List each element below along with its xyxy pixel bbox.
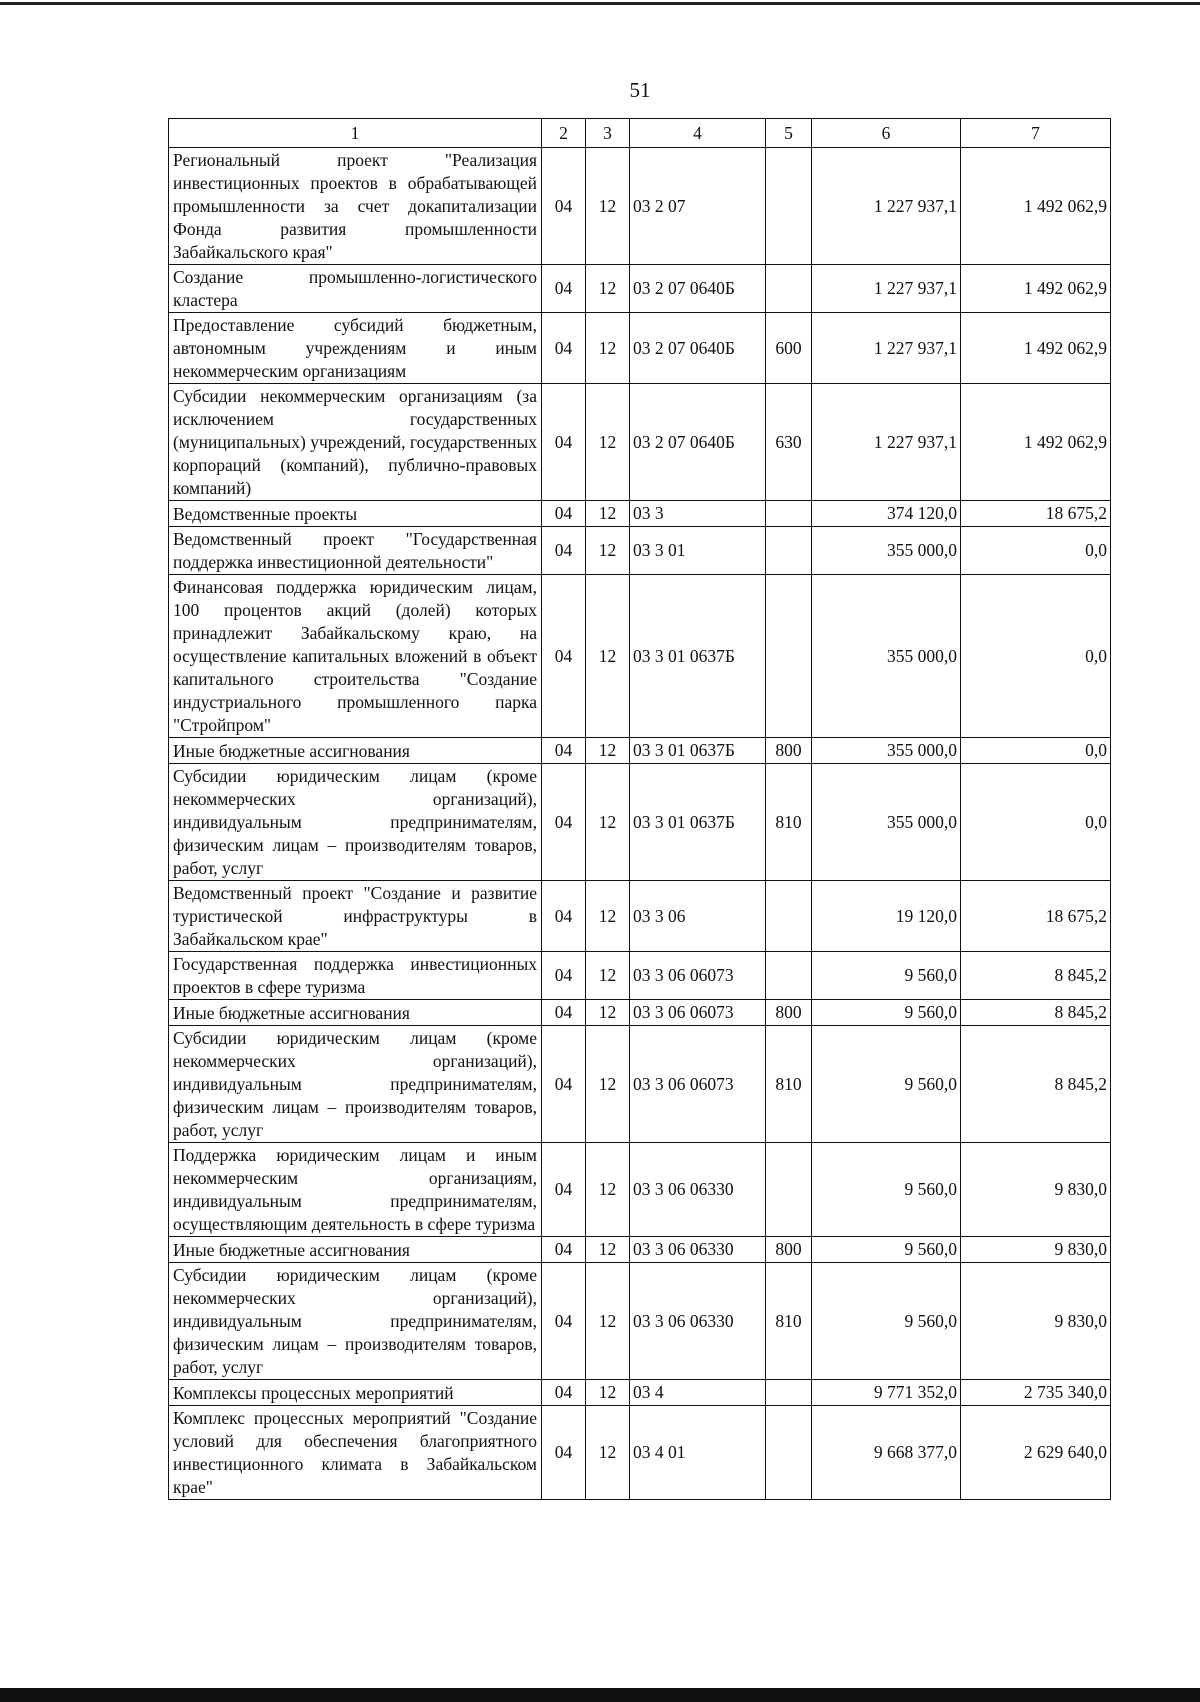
row-expense-type [766,265,812,313]
table-row [169,384,1111,501]
row-target-article: 03 3 01 0637Б [630,575,766,738]
row-amount-year-1: 19 120,0 [812,881,961,952]
row-description: Ведомственный проект "Государственная поддержка инвестиционной деятельности" [169,527,542,575]
row-subsection-code: 12 [586,148,630,265]
row-amount-year-1: 1 227 937,1 [812,384,961,501]
row-description: Субсидии некоммерческим организациям (за исключением государственных (муниципальных) учреждений, государственных корпораций (компаний), публично-правовых компаний) [169,384,542,501]
row-description: Субсидии юридическим лицам (кроме некоммерческих организаций), индивидуальным предпринимателям, физическим лицам – производителям товаров, работ, услуг [169,1263,542,1380]
row-target-article: 03 3 06 06330 [630,1263,766,1380]
row-section-code: 04 [542,575,586,738]
row-amount-year-1: 9 560,0 [812,1026,961,1143]
row-amount-year-1: 1 227 937,1 [812,265,961,313]
row-amount-year-1: 9 560,0 [812,1000,961,1026]
table-row [169,881,1111,952]
row-description: Финансовая поддержка юридическим лицам, 100 процентов акций (долей) которых принадлежит Забайкальскому краю, на осуществление капитальных вложений в объект капитального строительства "Создание индустриального промышленного парка "Стройпром" [169,575,542,738]
row-expense-type: 800 [766,1237,812,1263]
row-amount-year-2: 8 845,2 [961,1000,1111,1026]
row-subsection-code: 12 [586,313,630,384]
row-section-code: 04 [542,738,586,764]
row-target-article: 03 3 06 06330 [630,1237,766,1263]
row-target-article: 03 2 07 0640Б [630,313,766,384]
row-target-article: 03 3 01 [630,527,766,575]
row-description: Ведомственные проекты [169,501,542,527]
table-row [169,501,1111,527]
row-target-article: 03 3 06 06073 [630,952,766,1000]
table-row [169,764,1111,881]
row-target-article: 03 2 07 0640Б [630,384,766,501]
row-subsection-code: 12 [586,1000,630,1026]
table-row [169,313,1111,384]
row-description: Субсидии юридическим лицам (кроме некоммерческих организаций), индивидуальным предпринимателям, физическим лицам – производителям товаров, работ, услуг [169,1026,542,1143]
row-section-code: 04 [542,1380,586,1406]
row-subsection-code: 12 [586,1026,630,1143]
row-expense-type [766,881,812,952]
row-amount-year-1: 9 560,0 [812,1143,961,1237]
row-amount-year-1: 9 771 352,0 [812,1380,961,1406]
row-target-article: 03 3 06 06073 [630,1026,766,1143]
table-header-row [169,119,1111,148]
row-subsection-code: 12 [586,1380,630,1406]
row-section-code: 04 [542,1026,586,1143]
row-section-code: 04 [542,313,586,384]
row-description: Иные бюджетные ассигнования [169,1000,542,1026]
row-amount-year-2: 18 675,2 [961,501,1111,527]
row-amount-year-2: 9 830,0 [961,1143,1111,1237]
row-expense-type [766,1380,812,1406]
row-subsection-code: 12 [586,501,630,527]
table-row [169,1143,1111,1237]
table-row [169,1000,1111,1026]
row-description: Иные бюджетные ассигнования [169,738,542,764]
row-amount-year-1: 1 227 937,1 [812,148,961,265]
row-description: Региональный проект "Реализация инвестиционных проектов в обрабатывающей промышленности за счет докапитализации Фонда развития промышленности Забайкальского края" [169,148,542,265]
row-section-code: 04 [542,1406,586,1500]
row-target-article: 03 3 [630,501,766,527]
header-cell: 6 [812,119,961,148]
row-target-article: 03 3 01 0637Б [630,764,766,881]
row-expense-type [766,501,812,527]
row-target-article: 03 3 06 [630,881,766,952]
table-row [169,148,1111,265]
table-row [169,265,1111,313]
row-subsection-code: 12 [586,575,630,738]
row-target-article: 03 3 01 0637Б [630,738,766,764]
header-cell: 7 [961,119,1111,148]
scan-top-edge [0,2,1200,5]
row-description: Государственная поддержка инвестиционных проектов в сфере туризма [169,952,542,1000]
row-amount-year-1: 355 000,0 [812,527,961,575]
table-row [169,527,1111,575]
row-section-code: 04 [542,764,586,881]
row-amount-year-2: 2 735 340,0 [961,1380,1111,1406]
row-amount-year-1: 355 000,0 [812,738,961,764]
row-expense-type [766,1406,812,1500]
row-amount-year-1: 374 120,0 [812,501,961,527]
row-amount-year-1: 355 000,0 [812,575,961,738]
row-target-article: 03 4 01 [630,1406,766,1500]
scan-bottom-edge [0,1688,1200,1702]
row-amount-year-2: 8 845,2 [961,952,1111,1000]
row-section-code: 04 [542,952,586,1000]
row-expense-type [766,148,812,265]
row-expense-type [766,575,812,738]
table-row [169,1380,1111,1406]
header-cell: 5 [766,119,812,148]
row-amount-year-1: 9 560,0 [812,1237,961,1263]
row-amount-year-1: 9 560,0 [812,952,961,1000]
row-expense-type [766,952,812,1000]
row-description: Предоставление субсидий бюджетным, автономным учреждениям и иным некоммерческим организациям [169,313,542,384]
row-target-article: 03 3 06 06073 [630,1000,766,1026]
row-amount-year-2: 0,0 [961,738,1111,764]
row-section-code: 04 [542,1143,586,1237]
row-expense-type: 810 [766,1263,812,1380]
row-section-code: 04 [542,1000,586,1026]
row-amount-year-2: 8 845,2 [961,1026,1111,1143]
row-section-code: 04 [542,1263,586,1380]
row-expense-type: 810 [766,1026,812,1143]
row-subsection-code: 12 [586,384,630,501]
row-target-article: 03 2 07 [630,148,766,265]
row-section-code: 04 [542,1237,586,1263]
row-amount-year-2: 0,0 [961,764,1111,881]
row-description: Комплекс процессных мероприятий "Создание условий для обеспечения благоприятного инвестиционного климата в Забайкальском крае" [169,1406,542,1500]
row-expense-type [766,1143,812,1237]
row-subsection-code: 12 [586,265,630,313]
row-subsection-code: 12 [586,1263,630,1380]
table-row [169,1406,1111,1500]
row-subsection-code: 12 [586,1237,630,1263]
row-description: Поддержка юридическим лицам и иным некоммерческим организациям, индивидуальным предпринимателям, осуществляющим деятельность в сфере туризма [169,1143,542,1237]
row-amount-year-2: 1 492 062,9 [961,148,1111,265]
row-subsection-code: 12 [586,1406,630,1500]
header-cell: 3 [586,119,630,148]
header-cell: 4 [630,119,766,148]
table-row [169,1263,1111,1380]
row-expense-type: 810 [766,764,812,881]
row-amount-year-2: 1 492 062,9 [961,265,1111,313]
row-target-article: 03 2 07 0640Б [630,265,766,313]
row-target-article: 03 3 06 06330 [630,1143,766,1237]
header-cell: 2 [542,119,586,148]
row-description: Иные бюджетные ассигнования [169,1237,542,1263]
row-expense-type [766,527,812,575]
row-amount-year-1: 9 560,0 [812,1263,961,1380]
row-subsection-code: 12 [586,881,630,952]
row-description: Комплексы процессных мероприятий [169,1380,542,1406]
header-cell: 1 [169,119,542,148]
row-section-code: 04 [542,384,586,501]
row-amount-year-2: 1 492 062,9 [961,313,1111,384]
row-subsection-code: 12 [586,952,630,1000]
row-section-code: 04 [542,501,586,527]
row-amount-year-2: 9 830,0 [961,1263,1111,1380]
row-amount-year-2: 0,0 [961,575,1111,738]
row-amount-year-1: 355 000,0 [812,764,961,881]
table-row [169,1026,1111,1143]
row-section-code: 04 [542,148,586,265]
row-description: Создание промышленно-логистического кластера [169,265,542,313]
row-subsection-code: 12 [586,764,630,881]
row-description: Ведомственный проект "Создание и развитие туристической инфраструктуры в Забайкальском крае" [169,881,542,952]
row-amount-year-2: 9 830,0 [961,1237,1111,1263]
row-expense-type: 600 [766,313,812,384]
table-row [169,952,1111,1000]
row-section-code: 04 [542,527,586,575]
page-number: 51 [629,78,651,102]
row-amount-year-2: 2 629 640,0 [961,1406,1111,1500]
row-section-code: 04 [542,881,586,952]
row-amount-year-2: 1 492 062,9 [961,384,1111,501]
row-target-article: 03 4 [630,1380,766,1406]
row-amount-year-1: 9 668 377,0 [812,1406,961,1500]
table-row [169,1237,1111,1263]
row-section-code: 04 [542,265,586,313]
row-description: Субсидии юридическим лицам (кроме некоммерческих организаций), индивидуальным предпринимателям, физическим лицам – производителям товаров, работ, услуг [169,764,542,881]
row-subsection-code: 12 [586,527,630,575]
table-row [169,738,1111,764]
budget-table [168,118,1111,1500]
row-subsection-code: 12 [586,738,630,764]
row-amount-year-2: 0,0 [961,527,1111,575]
row-amount-year-2: 18 675,2 [961,881,1111,952]
row-amount-year-1: 1 227 937,1 [812,313,961,384]
row-expense-type: 630 [766,384,812,501]
row-subsection-code: 12 [586,1143,630,1237]
row-expense-type: 800 [766,738,812,764]
row-expense-type: 800 [766,1000,812,1026]
table-row [169,575,1111,738]
